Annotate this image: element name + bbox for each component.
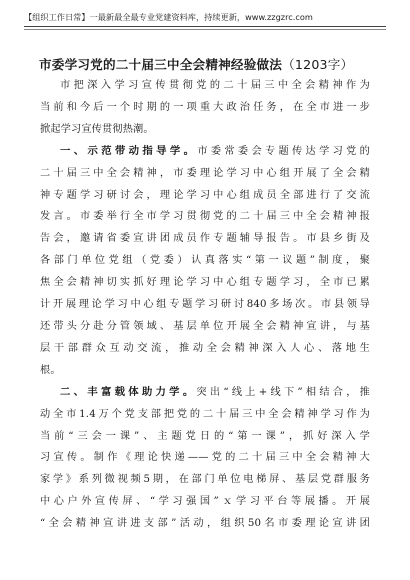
- word-count: （1203字）: [282, 57, 354, 72]
- document-title-line: [39, 54, 370, 73]
- section1-line: 二十届三中全会精神，市委理论学习中心组开展了全会精: [40, 167, 370, 179]
- section1-first-line: [40, 141, 370, 163]
- section1-heading: 一、示范带动指导学。: [60, 144, 198, 157]
- section1-line: 层干部群众互动交流，推动全会精神深入人心、落地生: [40, 342, 370, 354]
- section2-heading: 二、丰富载体助力学。: [60, 385, 197, 398]
- section2-line: 中心户外宣传屏、“学习强国”ｘ学习平台等展播。开展: [40, 496, 370, 508]
- section2-first-line: [40, 382, 370, 404]
- section1-line: 告会，邀请省委宣讲团成员作专题辅导报告。市县乡街及: [40, 233, 370, 245]
- page-header: 【组织工作日常】一最新最全最专业党建资料库，持续更新，www.zzgzrc.com: [24, 12, 313, 22]
- header-rule-thin: [24, 29, 386, 30]
- section1-line: 神专题学习研讨会，理论学习中心组成员全部进行了交流: [40, 189, 370, 201]
- section1-line: 市委常委会专题传达学习党的: [197, 145, 370, 157]
- document-body: [40, 54, 370, 535]
- section1-paragraph: [40, 141, 370, 382]
- intro-line: 市把深入学习宣传贯彻党的二十届三中全会精神作为: [60, 80, 370, 91]
- section1-line: 焦全会精神切实抓好理论学习中心组专题学习，全市已累: [40, 277, 370, 289]
- section1-line: 发言。市委举行全市学习贯彻党的二十届三中全会精神报: [40, 211, 370, 223]
- section2-line: 突出“线上+线下”相结合，推: [196, 386, 370, 398]
- section2-line: 动全市1.4万个党支部把党的二十届三中全会精神学习作为: [40, 408, 370, 420]
- section1-line: 计开展理论学习中心组专题学习研讨840多场次。市县领导: [40, 299, 370, 311]
- section2-paragraph: [40, 382, 370, 535]
- header-rule: [24, 26, 386, 27]
- section2-line: 习宣传。制作《理论快递——党的二十届三中全会精神大: [40, 452, 370, 464]
- document-title: 市委学习党的二十届三中全会精神经验做法: [39, 57, 283, 72]
- section1-line: 还带头分赴分管领域、基层单位开展全会精神宣讲，与基: [40, 320, 370, 332]
- intro-line: 当前和今后一个时期的一项重大政治任务，在全市进一步: [40, 101, 370, 113]
- section1-line: 根。: [40, 364, 61, 376]
- section2-line: 当前“三会一课”、主题党日的“第一课”，抓好深入学: [40, 430, 370, 442]
- section2-line: “全会精神宣讲进支部”活动，组织50名市委理论宣讲团: [40, 518, 370, 530]
- intro-paragraph: [40, 75, 370, 141]
- section1-line: 各部门单位党组（党委）认真落实“第一议题”制度，聚: [40, 255, 370, 267]
- intro-line: 掀起学习宣传贯彻热潮。: [40, 123, 154, 135]
- section2-line: 家学》系列微视频5期，在部门单位电梯屏、基层党群服务: [40, 474, 370, 486]
